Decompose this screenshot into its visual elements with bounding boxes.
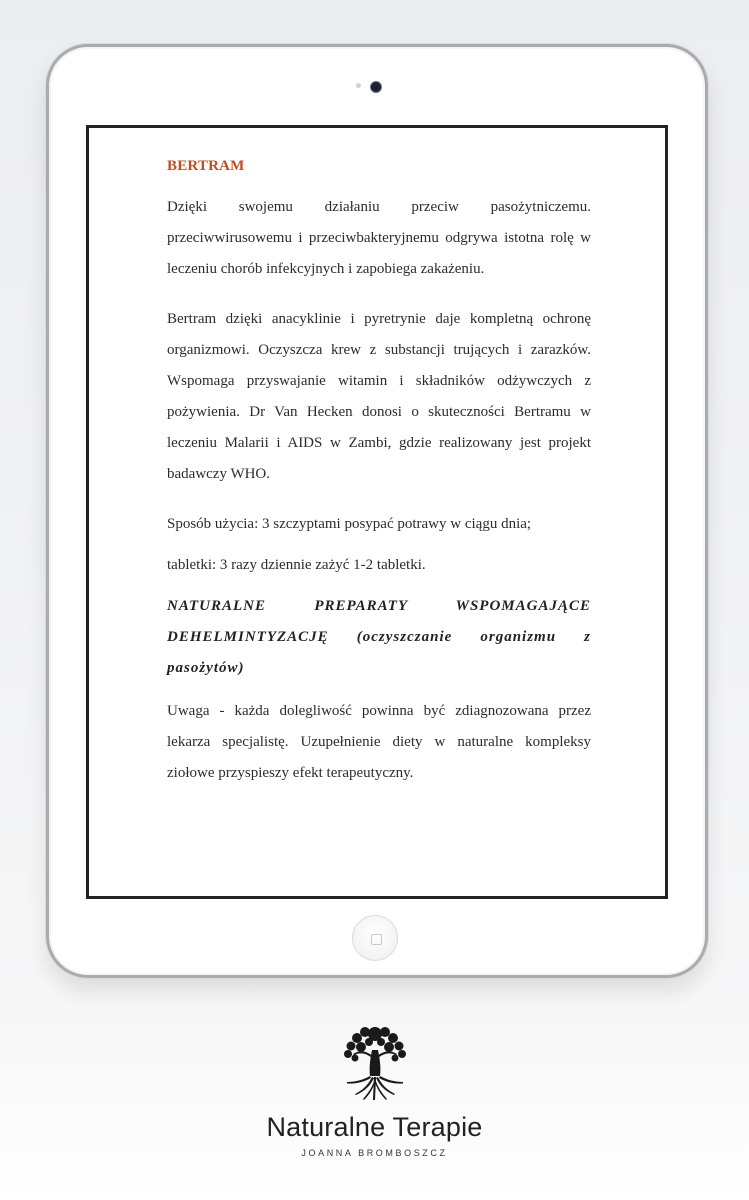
home-button[interactable]	[352, 915, 398, 961]
tree-icon	[335, 1020, 415, 1104]
section-heading: BERTRAM	[167, 158, 245, 174]
brand-logo	[0, 1020, 749, 1158]
brand-author: JOANNA BROMBOSZCZ	[301, 1148, 448, 1158]
front-camera-icon	[371, 82, 381, 92]
home-square-icon	[371, 934, 382, 945]
paragraph-warning: Uwaga - każda dolegliwość powinna być zdiagnozowana przez lekarza specjalistę. Uzupełnienie diety w naturalne kompleksy ziołowe przyspieszy efekt terapeutyczny.	[167, 703, 591, 781]
paragraph-usage: Sposób użycia: 3 szczyptami posypać potrawy w ciągu dnia;	[167, 516, 532, 532]
brand-name: Naturalne Terapie	[266, 1112, 483, 1142]
paragraph-tablets: tabletki: 3 razy dziennie zażyć 1-2 tabletki.	[167, 557, 426, 573]
subheading-natural-preparations: NATURALNE PREPARATY WSPOMAGAJĄCE DEHELMINTYZACJĘ (oczyszczanie organizmu z pasożytów)	[167, 598, 591, 676]
paragraph-antiparasitic: Dzięki swojemu działaniu przeciw pasożytniczemu. przeciwwirusowemu i przeciwbakteryjnemu odgrywa istotna rolę w leczeniu chorób infekcyjnych i zapobiega zakażeniu.	[167, 199, 591, 277]
tablet-screen	[86, 125, 668, 899]
paragraph-bertram-properties: Bertram dzięki anacyklinie i pyretrynie daje kompletną ochronę organizmowi. Oczyszcza krew z substancji trujących i zarazków. Wspomaga przyswajanie witamin i składników odżywczych z pożywienia. Dr Van Hecken donosi o skuteczności Bertramu w leczeniu Malarii i AIDS w Zambi, gdzie realizowany jest projekt badawczy WHO.	[167, 311, 591, 482]
proximity-sensor	[356, 83, 361, 88]
document-content	[167, 158, 591, 808]
